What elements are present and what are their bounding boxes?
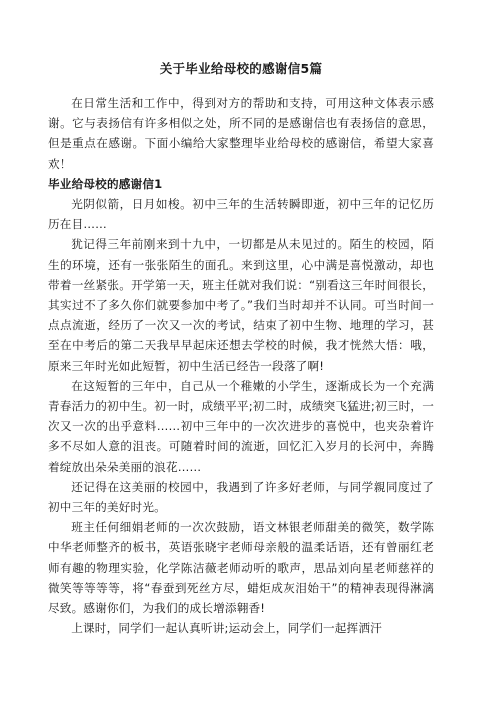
intro-paragraph: 在日常生活和工作中，得到对方的帮助和支持，可用这种文体表示感谢。它与表扬信有许多相似之处，所不同的是感谢信也有表扬信的意思，但是重点在感谢。下面小编给大家整理毕业给母校的感谢信，希望大家喜欢！ xyxy=(48,96,434,171)
body-paragraph-5: 班主任何细娟老师的一次次鼓励，语文林银老师甜美的微笑，数学陈中华老师整齐的板书，英语张晓宇老师母亲般的温柔话语，还有曾丽红老师有趣的物理实验，化学陈洁薇老师动听的歌声，思品刘向星老师慈祥的微笑等等等等，将“春蚕到死丝方尽，蜡炬成灰泪始干”的精神表现得淋漓尽致。感谢你们，为我们的成长增添翱香! xyxy=(48,520,434,616)
body-paragraph-4: 还记得在这美丽的校园中，我遇到了许多好老师，与同学親同度过了初中三年的美好时光。 xyxy=(48,479,434,515)
section-heading: 毕业给母校的感谢信1 xyxy=(48,176,163,191)
body-paragraph-6: 上课时，同学们一起认真听讲;运动会上，同学们一起挥洒汗 xyxy=(71,621,382,636)
body-paragraph-1: 光阴似箭，日月如梭。初中三年的生活转瞬即逝，初中三年的记忆历历在目…… xyxy=(48,197,434,232)
body-paragraph-3: 在这短暂的三年中，自己从一个稚嫩的小学生，逐渐成长为一个充满青春活力的初中生。初一时，成绩平平;初二时，成绩突飞猛进;初三时，一次又一次的出乎意料……初中三年中的一次次进步的喜悦中，也夹杂着许多不尽如人意的沮丧。可随着时间的流逝，回忆汇入岁月的长河中，奔腾着绽放出朵朵美丽的浪花…… xyxy=(48,378,434,474)
body-paragraph-2: 犹记得三年前刚来到十九中，一切都是从未见过的。陌生的校园，陌生的环境，还有一张张陌生的面孔。来到这里，心中满是喜悦激动，却也带着一丝紧张。开学第一天，班主任就对我们说：“别看这三年时间很长，其实过不了多久你们就要参加中考了。”我们当时却并不认同。可当时间一点点流逝，经历了一次又一次的考试，结束了初中生物、地理的学习，甚至在中考后的第二天我早早起床还想去学校的时候，我才恍然大悟：哦，原来三年时光如此短暂，初中生活已经告一段落了啊! xyxy=(48,237,434,373)
document-title: 关于毕业给母校的感谢信5篇 xyxy=(159,61,323,76)
